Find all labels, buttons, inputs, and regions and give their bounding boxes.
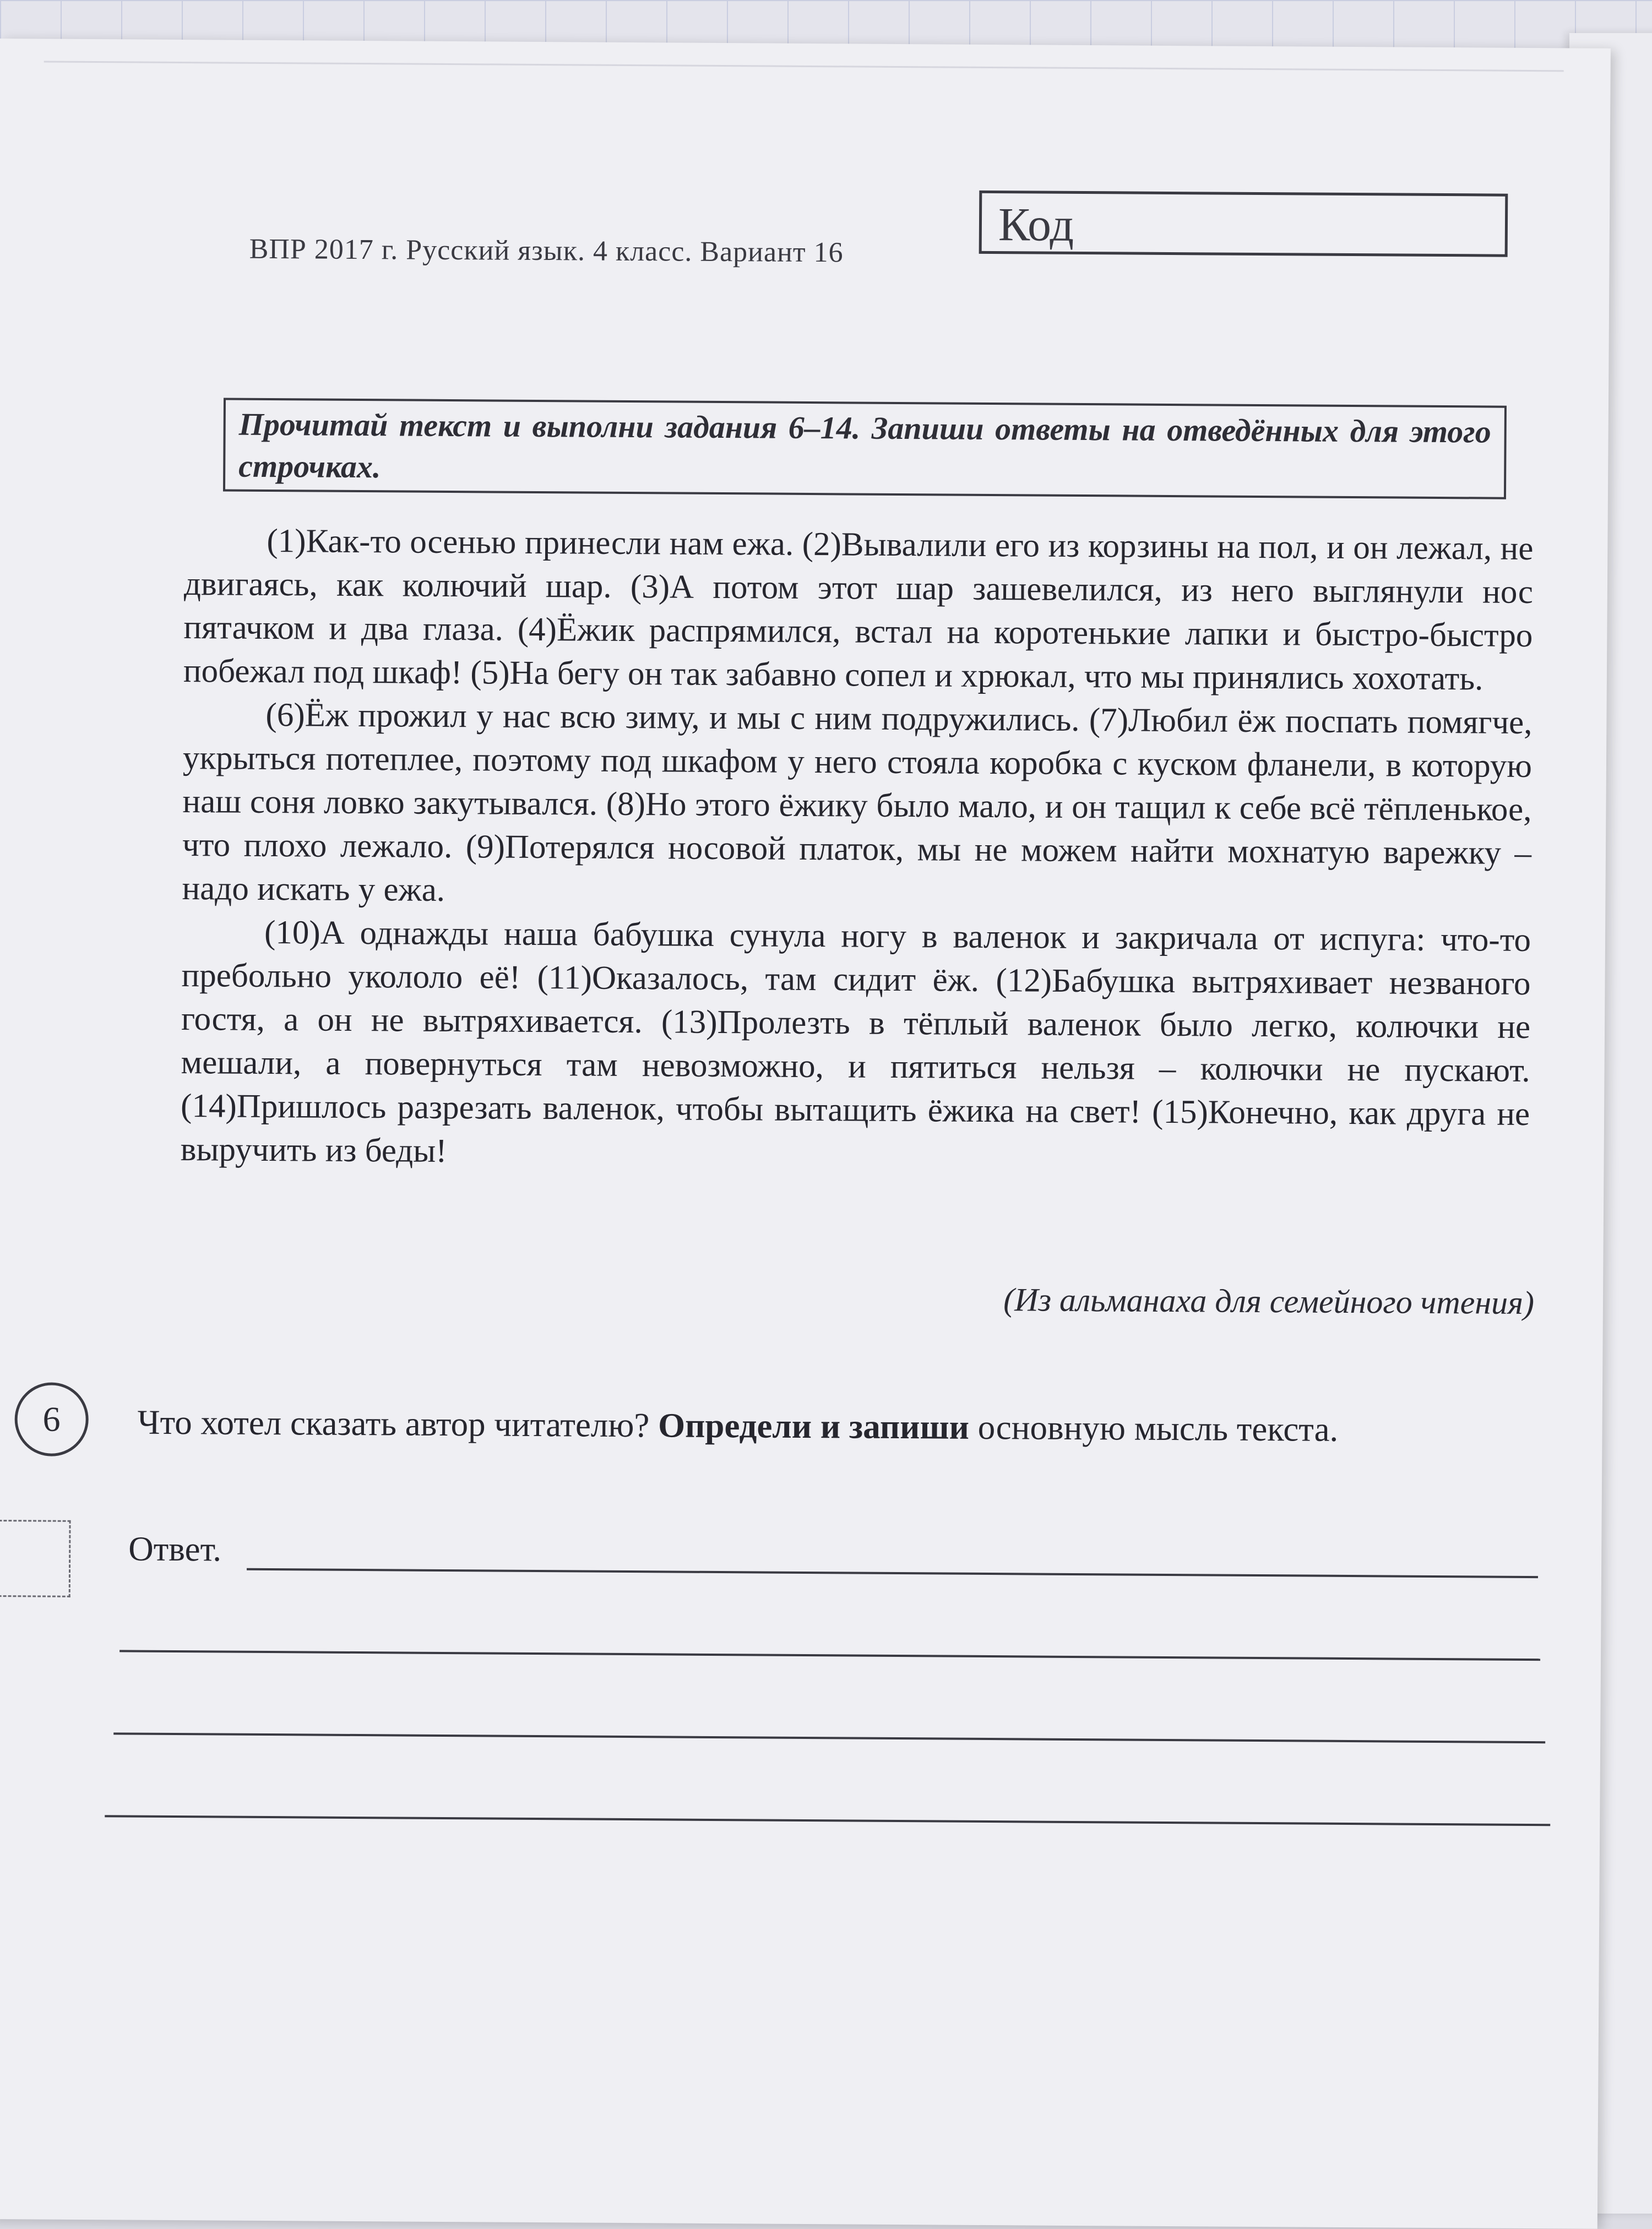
paragraph-2: (6)Ёж прожил у нас всю зиму, и мы с ним подружились. (7)Любил ёж поспать помягче, укрыться потеплее, поэтому под шкафом у него стояла коробка с куском фланели, в которую наш соня ловко закутывался. (8)Но этого ёжику было мало, и он тащил к себе всё тёпленькое, что плохо лежало. (9)Потерялся носовой платок, мы не можем найти мохнатую варежку – надо искать у ежа. <box>182 696 1533 909</box>
answer-line-4[interactable] <box>105 1815 1550 1826</box>
question-start: Что хотел сказать автор читателю? <box>137 1402 659 1445</box>
code-label: Код <box>998 198 1074 251</box>
fold-line <box>44 61 1564 72</box>
score-box[interactable] <box>0 1520 71 1597</box>
task-question <box>137 1400 1552 1454</box>
answer-line-3[interactable] <box>113 1732 1545 1743</box>
answer-line-1[interactable] <box>247 1568 1538 1578</box>
question-end: основную мысль текста. <box>969 1407 1339 1449</box>
reading-text <box>180 519 1533 1179</box>
code-box[interactable] <box>979 191 1508 257</box>
answer-line-2[interactable] <box>119 1650 1540 1661</box>
paragraph-3: (10)А однажды наша бабушка сунула ногу в валенок и закричала от испуга: что-то пребольно укололо её! (11)Оказалось, там сидит ёж. (12)Бабушка вытряхивает незваного гостя, а он не вытряхивается. (13)Пролезть в тёплый валенок было легко, колючки не мешали, а повернуться там невозможно, и пятиться нельзя – колючки не пускают. (14)Пришлось разрезать валенок, чтобы вытащить ёжика на свет! (15)Конечно, как друга не выручить из беды! <box>180 914 1531 1170</box>
paragraph-1: (1)Как-то осенью принесли нам ежа. (2)Вывалили его из корзины на пол, и он лежал, не двигаясь, как колючий шар. (3)А потом этот шар зашевелился, из него выглянули нос пятачком и два глаза. (4)Ёжик распрямился, встал на коротенькие лапки и быстро-быстро побежал под шкаф! (5)На бегу он так забавно сопел и хрюкал, что мы принялись хохотать. <box>183 522 1534 698</box>
worksheet-page <box>0 39 1611 2229</box>
question-bold: Определи и запиши <box>657 1406 970 1447</box>
answer-label: Ответ. <box>128 1529 222 1569</box>
instruction-box: Прочитай текст и выполни задания 6–14. Запиши ответы на отведённых для этого строчках. <box>223 398 1507 499</box>
text-source: (Из альманаха для семейного чтения) <box>1003 1281 1535 1322</box>
exam-header: ВПР 2017 г. Русский язык. 4 класс. Вариант 16 <box>249 233 844 269</box>
task-number: 6 <box>14 1382 89 1456</box>
